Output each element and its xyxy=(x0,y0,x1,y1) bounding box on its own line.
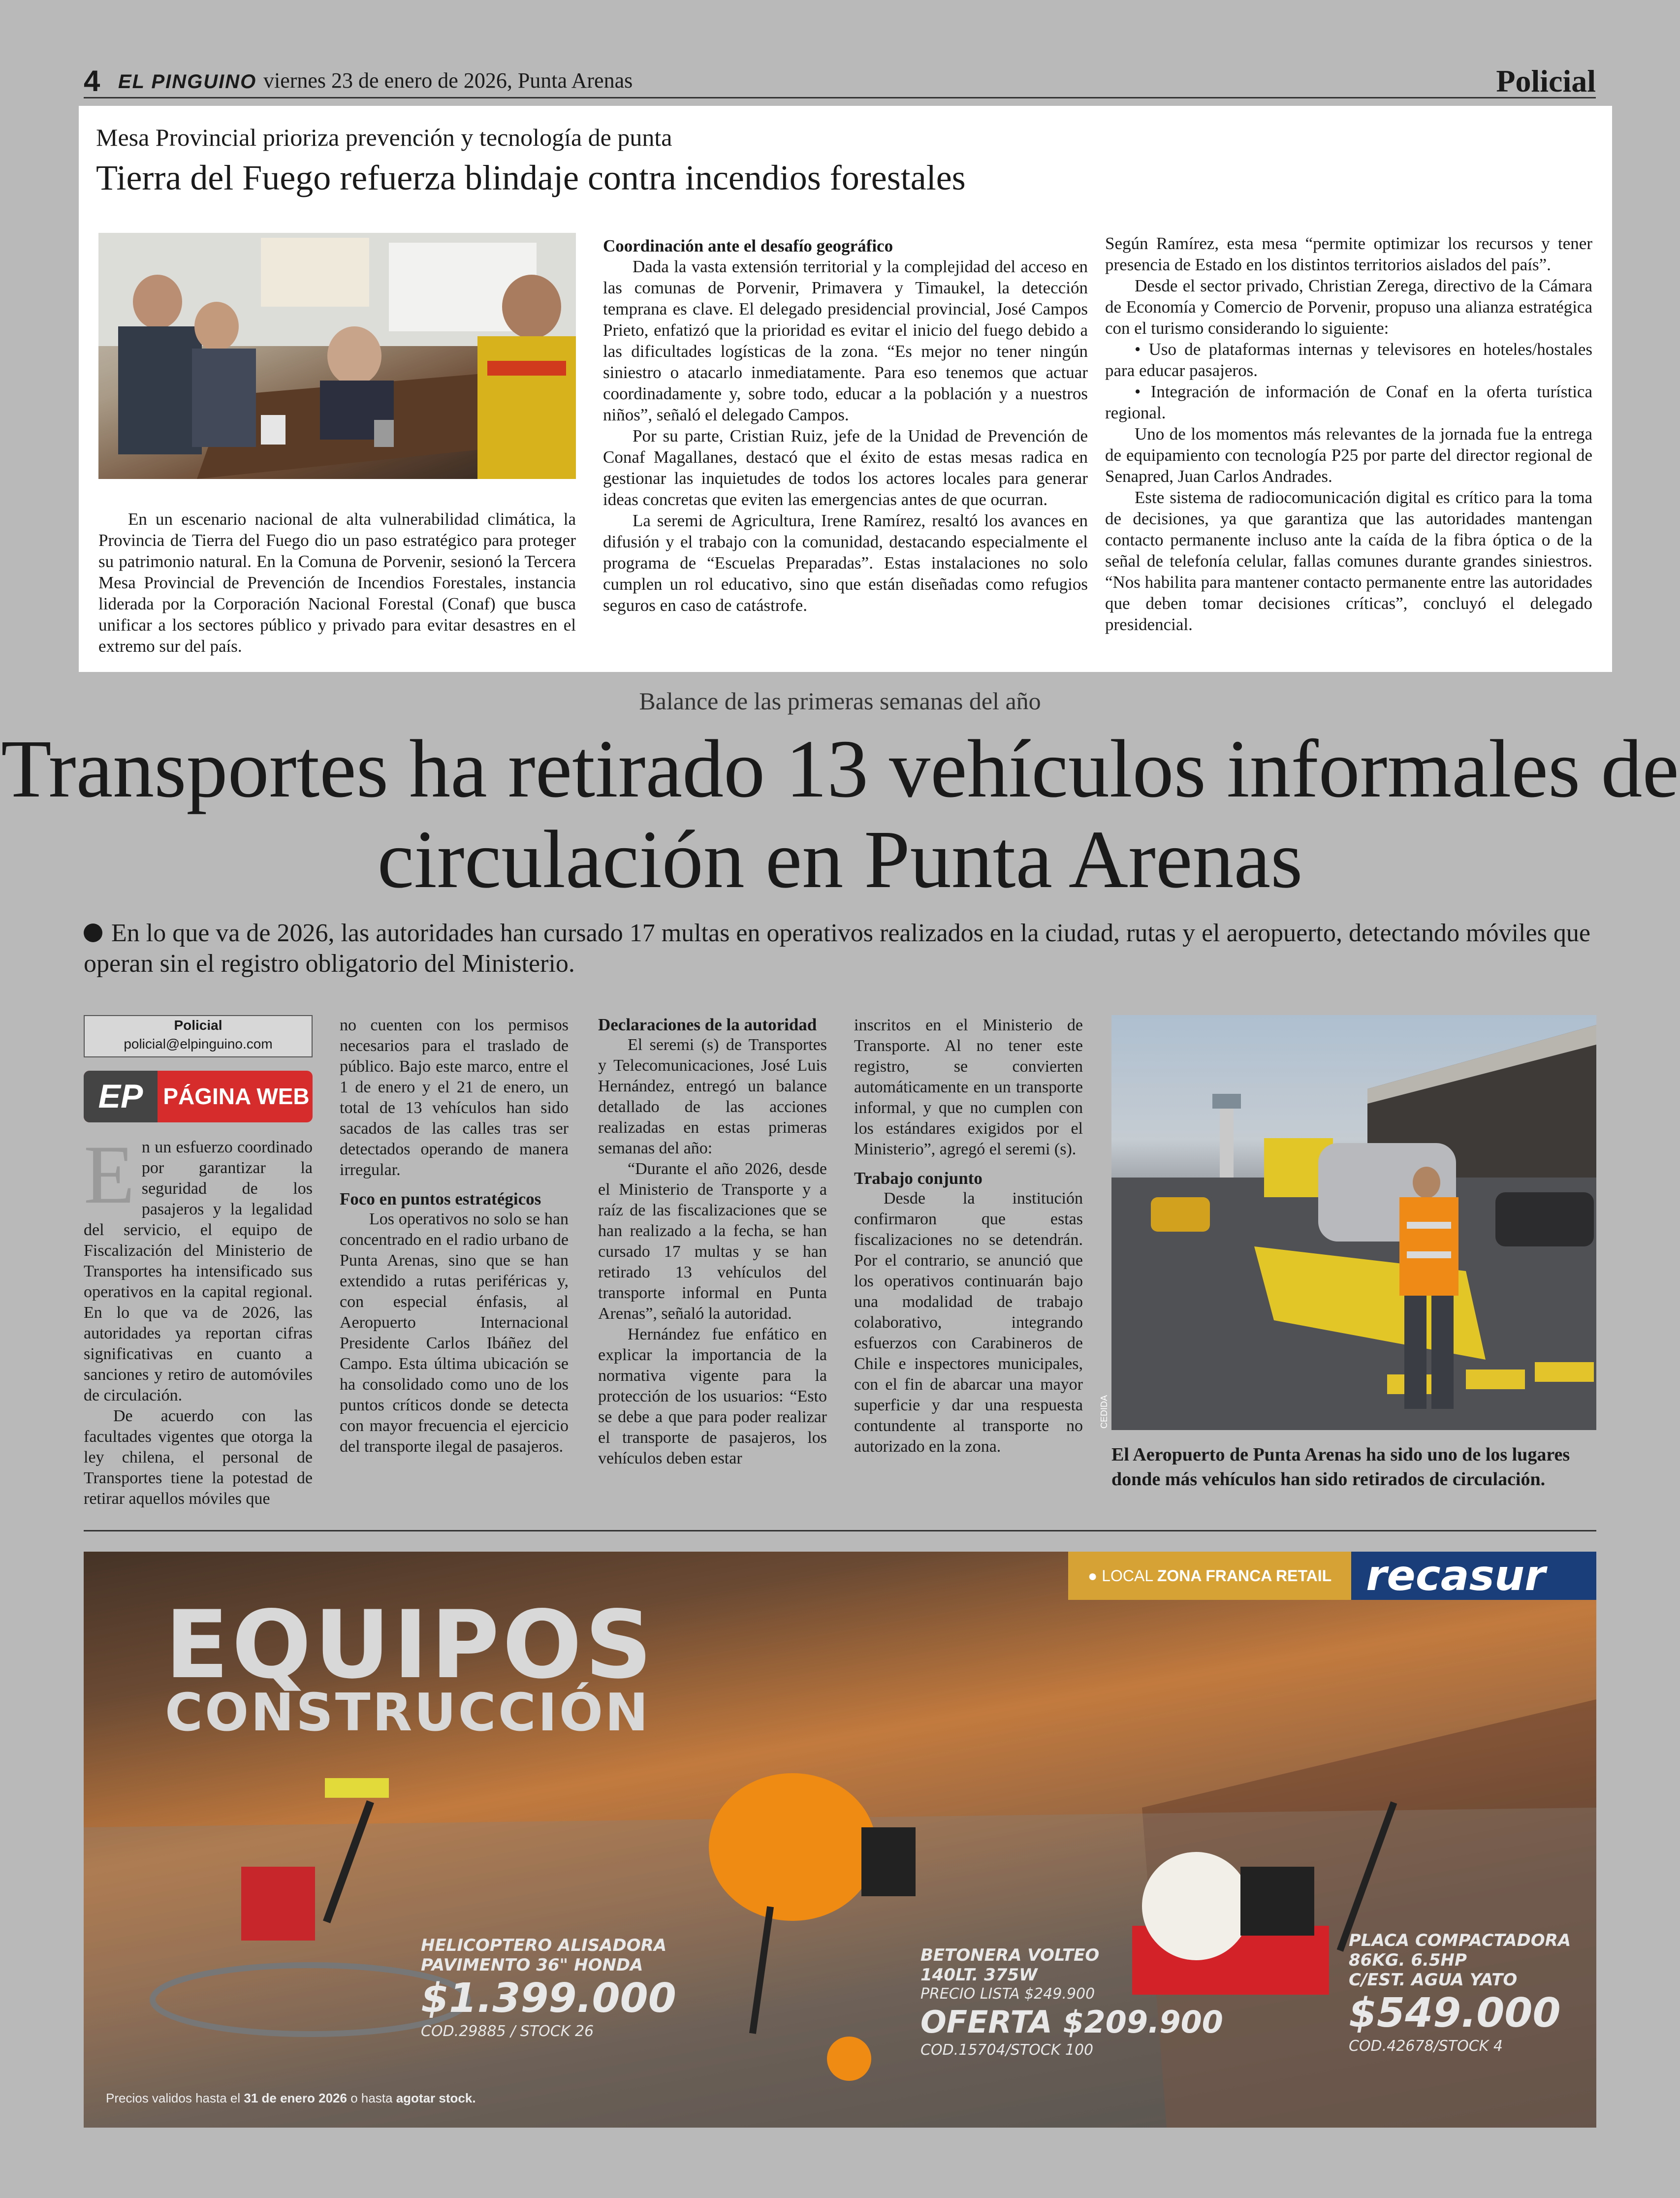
article-fire-prevention xyxy=(79,106,1612,672)
article2-title: Transportes ha retirado 13 vehículos informales de circulación en Punta Arenas xyxy=(1,723,1679,905)
subheading: Declaraciones de la autoridad xyxy=(598,1015,817,1034)
paragraph: n un esfuerzo coordinado por garantizar la seguridad de los pasajeros y la legalidad del servicio, el equipo de Fiscalización del Ministerio de Transportes ha intensificado sus operativos en la capital regional. En lo que va de 2026, las autoridades ya reportan cifras significativas en cuanto a sanciones y retiro de automóviles de circulación. xyxy=(84,1138,313,1404)
legal-text: Precios validos hasta el xyxy=(106,2091,241,2105)
product-code: COD.15704/STOCK 100 xyxy=(920,2041,1094,2059)
ep-logo-icon: EP xyxy=(84,1071,158,1122)
subheading: Trabajo conjunto xyxy=(854,1169,983,1188)
product-name: PLACA COMPACTADORA xyxy=(1349,1931,1571,1950)
product-price: OFERTA $209.900 xyxy=(920,2004,1223,2040)
article2-col3 xyxy=(598,1015,827,1469)
product-list-price: PRECIO LISTA $249.900 xyxy=(920,1985,1095,2003)
subheading: Coordinación ante el desafío geográfico xyxy=(603,236,893,255)
section-title: Policial xyxy=(1496,64,1596,98)
product-code: COD.42678/STOCK 4 xyxy=(1349,2038,1503,2055)
product-spec: 86KG. 6.5HP xyxy=(1349,1950,1467,1970)
page-header xyxy=(84,64,1596,98)
photo-credit: CEDIDA xyxy=(1099,1395,1109,1429)
ad-headline-equipos: EQUIPOS xyxy=(165,1591,655,1699)
article1-col1 xyxy=(98,509,576,657)
web-page-badge xyxy=(84,1071,313,1122)
article1-col2 xyxy=(603,236,1088,616)
paragraph: Este sistema de radiocomunicación digital es crítico para la toma de decisiones, ya que garantiza que las autoridades mantengan contacto permanente incluso ante la caída de la fibra óptica o de la señal de telefonía celular, fallas comunes durante grandes siniestros. “Nos habilita para mantener contacto permanente entre las autoridades que deben tomar decisiones críticas”, concluyó el delegado presidencial. xyxy=(1105,488,1592,634)
brand-logo: recasur xyxy=(1366,1551,1546,1600)
author-box xyxy=(84,1015,313,1057)
legal-date: 31 de enero 2026 xyxy=(244,2091,347,2105)
bullet-icon xyxy=(84,924,102,942)
product-spec: 140LT. 375W xyxy=(920,1965,1038,1985)
paragraph: En un escenario nacional de alta vulnerabilidad climática, la Provincia de Tierra del Fuego dio un paso estratégico para proteger su patrimonio natural. En la Comuna de Porvenir, sesionó la Tercera Mesa Provincial de Prevención de Incendios Forestales, instancia liderada por la Corporación Nacional Forestal (Conaf) que busca unificar a los sectores público y privado para evitar desastres en el extremo sur del país. xyxy=(98,510,576,656)
paragraph: Desde el sector privado, Christian Zerega, directivo de la Cámara de Economía y Comercio de Porvenir, propuso una alianza estratégica con el turismo considerando lo siguiente: xyxy=(1105,276,1592,338)
article2-kicker: Balance de las primeras semanas del año xyxy=(639,687,1041,715)
page-number: 4 xyxy=(84,64,100,97)
legal-stock: agotar stock. xyxy=(396,2091,476,2105)
product-name: HELICOPTERO ALISADORA xyxy=(421,1936,667,1955)
article2-lead xyxy=(84,918,1600,979)
paragraph: El seremi (s) de Transportes y Telecomunicaciones, José Luis Hernández, entregó un balance detallado de las acciones realizadas en estas primeras semanas del año: xyxy=(598,1036,827,1157)
product-spec-2: C/EST. AGUA YATO xyxy=(1349,1970,1518,1990)
advertisement-banner xyxy=(84,1552,1596,2128)
bullet-item: • Integración de información de Conaf en la oferta turística regional. xyxy=(1105,382,1592,422)
lead-text: En lo que va de 2026, las autoridades han cursado 17 multas en operativos realizados en la ciudad, rutas y el aeropuerto, detectando móviles que operan sin el registro obligatorio del Ministerio. xyxy=(84,919,1590,978)
ad-legal xyxy=(106,2091,476,2106)
article1-kicker: Mesa Provincial prioriza prevención y tecnología de punta xyxy=(96,124,672,151)
paragraph: Dada la vasta extensión territorial y la complejidad del acceso en las comunas de Porvenir, Primavera y Timaukel, la detección temprana es clave. El delegado presidencial provincial, José Campos Prieto, enfatizó que la prioridad es evitar el inicio del fuego debido a las dificultades logísticas de la zona. “Es mejor no tener ningún siniestro o atacarlo inmediatamente. Para eso tenemos que actuar coordinadamente y, sobre todo, educar a la población y a nuestros niños”, señaló el delegado Campos. xyxy=(603,257,1088,424)
subheading: Foco en puntos estratégicos xyxy=(340,1189,541,1209)
product-spec: PAVIMENTO 36" HONDA xyxy=(421,1955,643,1975)
ad-brand-band xyxy=(1068,1552,1596,1600)
product-compactor xyxy=(1349,1931,1571,2056)
web-badge-text: PÁGINA WEB xyxy=(163,1083,310,1109)
product-code: COD.29885 / STOCK 26 xyxy=(421,2023,594,2040)
meeting-photo xyxy=(98,233,576,479)
paragraph: Por su parte, Cristian Ruiz, jefe de la Unidad de Prevención de Conaf Magallanes, destacó que el éxito de estas mesas radica en gestionar las inquietudes de todos los actores locales para generar ideas concretas que eviten las emergencias antes de que ocurran. xyxy=(603,426,1088,509)
product-price: $1.399.000 xyxy=(421,1975,676,2022)
product-price: $549.000 xyxy=(1349,1990,1561,2037)
ad-location xyxy=(1068,1552,1351,1600)
author-email: policial@elpinguino.com xyxy=(124,1036,273,1051)
paragraph: Según Ramírez, esta mesa “permite optimizar los recursos y tener presencia de Estado en los distintos territorios aislados del país”. xyxy=(1105,234,1592,274)
article1-title: Tierra del Fuego refuerza blindaje contra incendios forestales xyxy=(96,158,966,197)
divider xyxy=(84,1530,1596,1531)
article1-col3 xyxy=(1105,233,1592,635)
article2-col1 xyxy=(84,1128,313,1509)
paragraph: Uno de los momentos más relevantes de la jornada fue la entrega de equipamiento con tecnología P25 por parte del director regional de Senapred, Juan Carlos Andrades. xyxy=(1105,424,1592,486)
legal-text: o hasta xyxy=(350,2091,393,2105)
paragraph: “Durante el año 2026, desde el Ministerio de Transporte y a raíz de las fiscalizaciones que se han realizado a la fecha, se han cursado 17 multas y se han retirado 13 vehículos del transporte informal en Punta Arenas”, señaló la autoridad. xyxy=(598,1160,827,1323)
paragraph: Hernández fue enfático en explicar la importancia de la normativa vigente para la protección de los usuarios: “Esto se debe a que para poder realizar el transporte de pasajeros, los vehículos deben estar xyxy=(598,1325,827,1467)
paragraph: Desde la institución confirmaron que estas fiscalizaciones no se detendrán. Por el contrario, se anunció que los operativos continuarán bajo una modalidad de trabajo colaborativo, integrando esfuerzos con Carabineros de Chile e inspectores municipales, con el fin de abarcar una mayor superficie y dar una respuesta contundente al transporte no autorizado en la zona. xyxy=(854,1189,1083,1456)
paragraph: Los operativos no solo se han concentrado en el radio urbano de Punta Arenas, sino que se han extendido a rutas periféricas y, con especial énfasis, al Aeropuerto Internacional Presidente Carlos Ibáñez del Campo. Esta última ubicación se ha consolidado como uno de los puntos críticos donde se detecta con mayor frecuencia el ejercicio del transporte ilegal de pasajeros. xyxy=(340,1210,569,1456)
location-name: ZONA FRANCA RETAIL xyxy=(1157,1567,1332,1585)
drop-cap: E xyxy=(84,1128,135,1221)
photo-caption: El Aeropuerto de Punta Arenas ha sido uno de los lugares donde más vehículos han sido retirados de circulación. xyxy=(1111,1444,1570,1490)
location-pin-icon: ● xyxy=(1088,1567,1102,1585)
newspaper-logo: EL PINGUINO xyxy=(118,71,257,93)
paragraph: inscritos en el Ministerio de Transporte. Al no tener este registro, se convierten automáticamente en un transporte informal, y que no cumplen con los estándares exigidos por el Ministerio”, agregó el seremi (s). xyxy=(854,1016,1083,1158)
product-name: BETONERA VOLTEO xyxy=(920,1945,1100,1965)
paragraph: De acuerdo con las facultades vigentes que otorga la ley chilena, el personal de Transportes tiene la potestad de retirar aquellos móviles que xyxy=(84,1407,313,1508)
airport-tow-truck-photo xyxy=(1099,1015,1596,1430)
author-section: Policial xyxy=(174,1018,222,1033)
product-mixer xyxy=(920,1945,1223,2060)
location-label: LOCAL xyxy=(1102,1567,1153,1585)
article2-col2 xyxy=(340,1015,569,1457)
issue-date: viernes 23 de enero de 2026, Punta Arenas xyxy=(263,68,633,93)
product-trowel xyxy=(421,1936,676,2041)
article2-col4 xyxy=(854,1015,1083,1457)
paragraph: no cuenten con los permisos necesarios para el traslado de público. Bajo este marco, entre el 1 de enero y el 21 de enero, un total de 13 vehículos han sido sacados de las calles tras ser detectados operando de manera irregular. xyxy=(340,1016,569,1179)
bullet-item: • Uso de plataformas internas y televisores en hoteles/hostales para educar pasajeros. xyxy=(1105,340,1592,380)
paragraph: La seremi de Agricultura, Irene Ramírez, resaltó los avances en difusión y el trabajo con la comunidad, destacando especialmente el programa de “Escuelas Preparadas”. Estas instalaciones no solo cumplen un rol educativo, sino que están diseñadas como refugios seguros en caso de catástrofe. xyxy=(603,511,1088,615)
ad-headline-construccion: CONSTRUCCIÓN xyxy=(165,1683,650,1743)
